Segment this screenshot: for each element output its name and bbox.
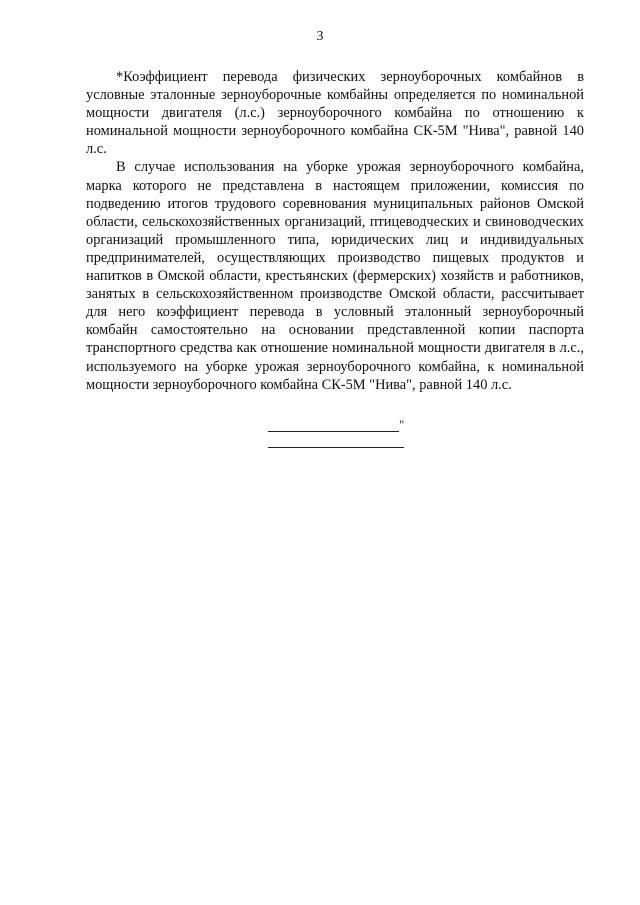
closing-lines xyxy=(268,418,413,458)
footnote-paragraph: *Коэффициент перевода физических зерноуборочных комбайнов в условные эталонные зерноуборочные комбайны определяется по номинальной мощности двигателя (л.с.) зерноуборочного комбайна по отношению к номинальной мощности зерноуборочного комбайна СК-5М "Нива", равной 140 л.с. xyxy=(86,69,584,158)
body-paragraph: В случае использования на уборке урожая зерноуборочного комбайна, марка которого не представлена в настоящем приложении, комиссия по подведению итогов трудового соревнования муниципальных районов Омской области, сельскохозяйственных организаций, птицеводческих и свиноводческих организаций промышленного типа, юридических лиц и индивидуальных предпринимателей, осуществляющих производство пищевых продуктов и напитков в Омской области, крестьянских (фермерских) хозяйств и работников, занятых в сельскохозяйственном производстве Омской области, рассчитывает для него коэффициент перевода в условный эталонный зерноуборочный комбайн самостоятельно на основании представленной копии паспорта транспортного средства как отношение номинальной мощности двигателя в л.с., используемого на уборке урожая зерноуборочного комбайна, к номинальной мощности зерноуборочного комбайна СК-5М "Нива", равной 140 л.с. xyxy=(86,159,584,393)
closing-rule-top xyxy=(268,431,399,432)
closing-quote-mark: " xyxy=(399,417,405,432)
page-number: 3 xyxy=(316,29,324,44)
document-body xyxy=(86,68,584,394)
closing-rule-bottom xyxy=(268,447,404,448)
